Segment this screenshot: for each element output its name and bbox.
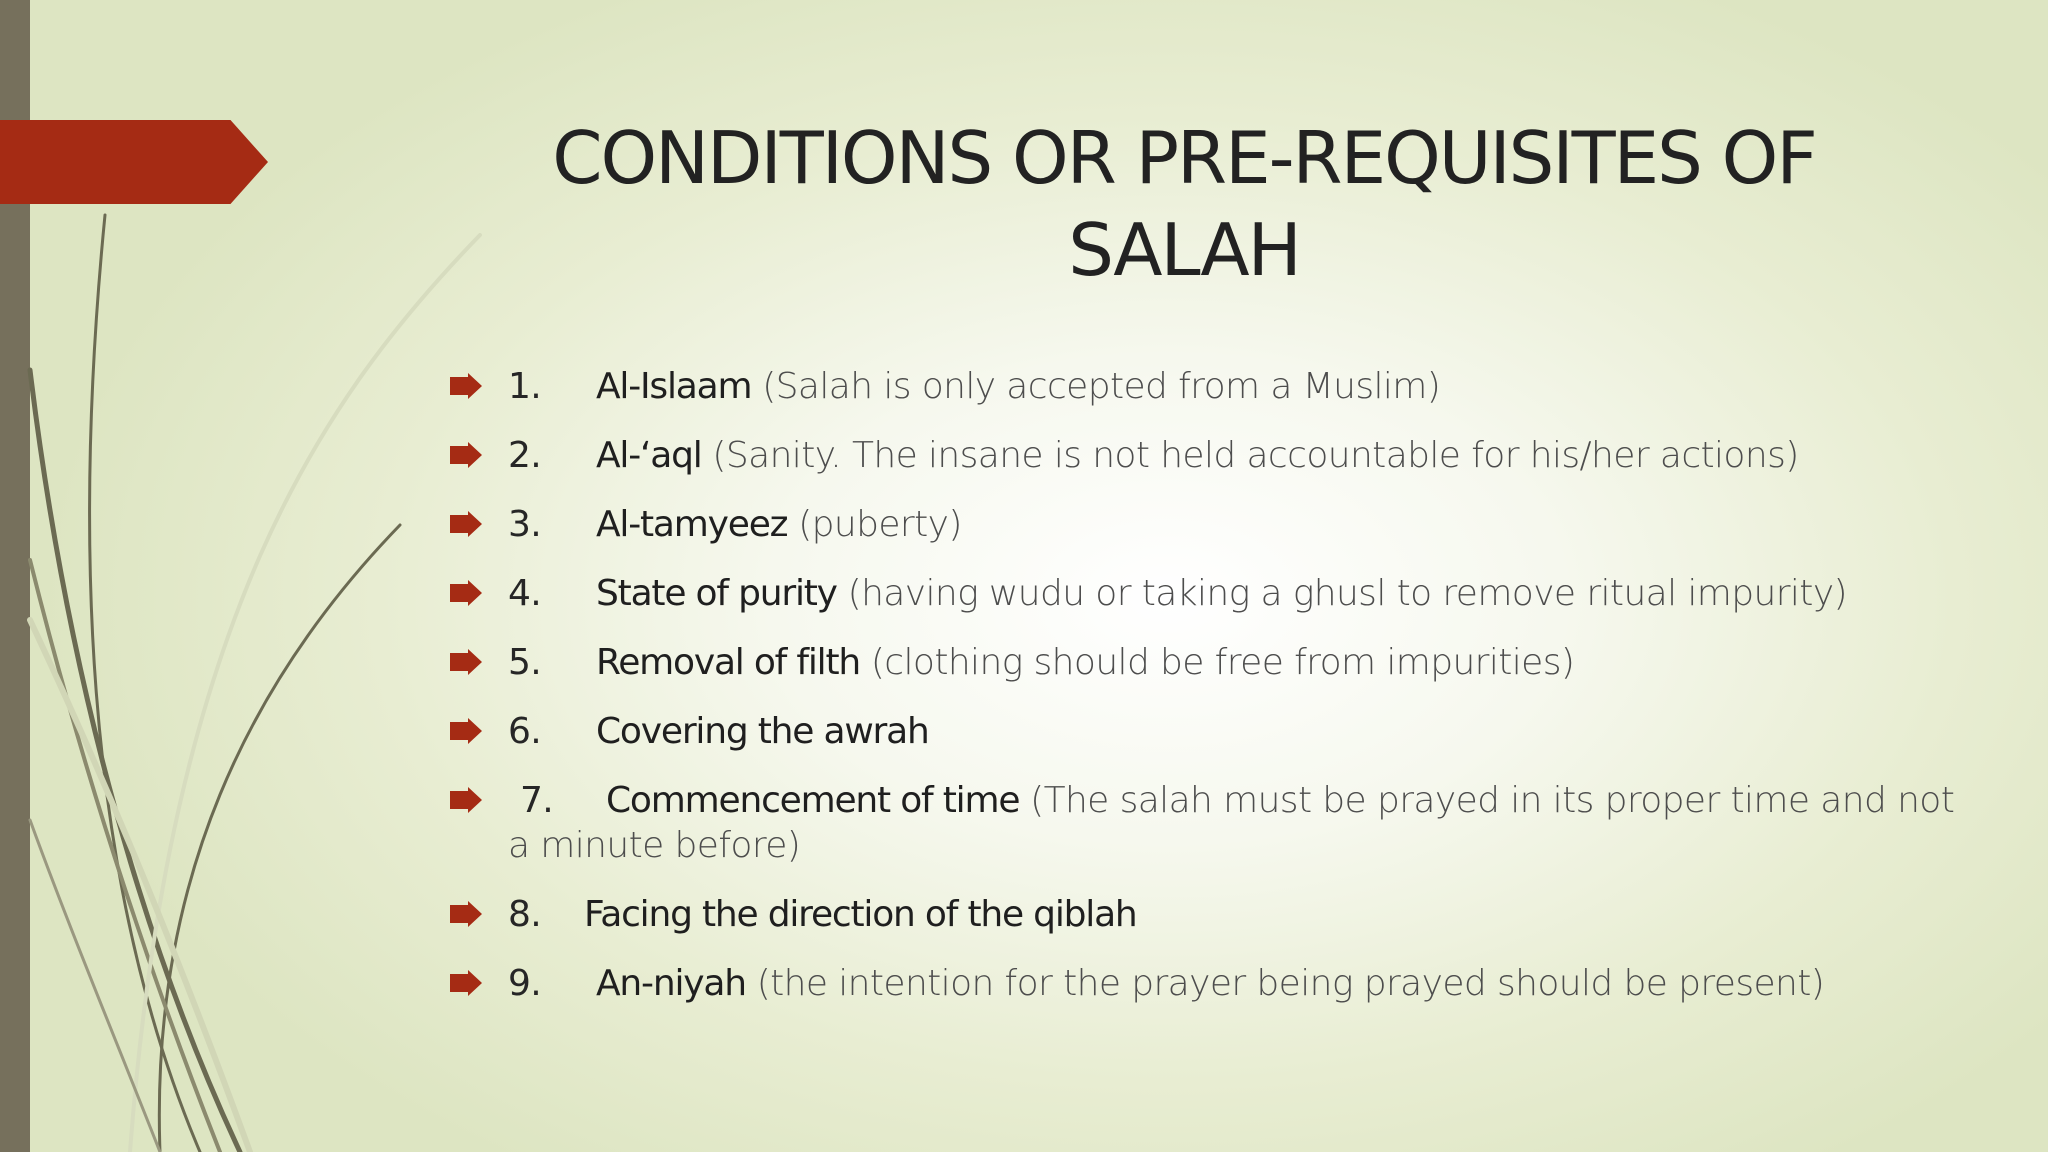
arrow-bullet-icon — [450, 442, 482, 468]
item-number: 1. — [508, 366, 542, 407]
item-term: Covering the awrah — [596, 711, 929, 752]
item-note: (having wudu or taking a ghusl to remove ritual impurity) — [847, 573, 1847, 614]
list-item — [450, 433, 2010, 478]
arrow-bullet-icon — [450, 787, 482, 813]
item-number: 7. — [520, 780, 554, 821]
list-item — [450, 961, 2010, 1006]
item-note: (puberty) — [798, 504, 962, 545]
item-note: (the intention for the prayer being prayed should be present) — [756, 963, 1825, 1004]
item-term: Facing the direction of the qiblah — [584, 894, 1137, 935]
arrow-bullet-icon — [450, 970, 482, 996]
item-number: 6. — [508, 711, 542, 752]
red-arrow-banner — [0, 120, 268, 204]
item-note: (The salah must be prayed in its proper time and not a minute before) — [508, 780, 1955, 866]
list-item — [450, 778, 1968, 868]
item-number: 9. — [508, 963, 542, 1004]
arrow-bullet-icon — [450, 373, 482, 399]
item-note: (Sanity. The insane is not held accountable for his/her actions) — [712, 435, 1799, 476]
arrow-bullet-icon — [450, 511, 482, 537]
item-note: (Salah is only accepted from a Muslim) — [762, 366, 1441, 407]
conditions-list — [450, 364, 2010, 1030]
item-term: Al-tamyeez — [596, 504, 788, 545]
list-item — [450, 709, 2010, 754]
slide-title: CONDITIONS OR PRE-REQUISITES OF SALAH — [552, 116, 1816, 292]
item-term: Al-Islaam — [596, 366, 752, 407]
item-number: 4. — [508, 573, 542, 614]
item-note: (clothing should be free from impurities) — [870, 642, 1575, 683]
item-number: 5. — [508, 642, 542, 683]
item-term: Removal of filth — [596, 642, 861, 683]
item-term: Commencement of time — [606, 780, 1020, 821]
list-item — [450, 502, 2010, 547]
arrow-bullet-icon — [450, 580, 482, 606]
item-term: State of purity — [596, 573, 837, 614]
item-term: An-niyah — [596, 963, 746, 1004]
list-item — [450, 640, 2010, 685]
list-item — [450, 364, 2010, 409]
arrow-bullet-icon — [450, 718, 482, 744]
arrow-bullet-icon — [450, 649, 482, 675]
item-term: Al-‘aql — [596, 435, 702, 476]
list-item — [450, 892, 2010, 937]
arrow-bullet-icon — [450, 901, 482, 927]
list-item — [450, 571, 2010, 616]
item-number: 2. — [508, 435, 542, 476]
item-number: 3. — [508, 504, 542, 545]
item-number: 8. — [508, 894, 542, 935]
